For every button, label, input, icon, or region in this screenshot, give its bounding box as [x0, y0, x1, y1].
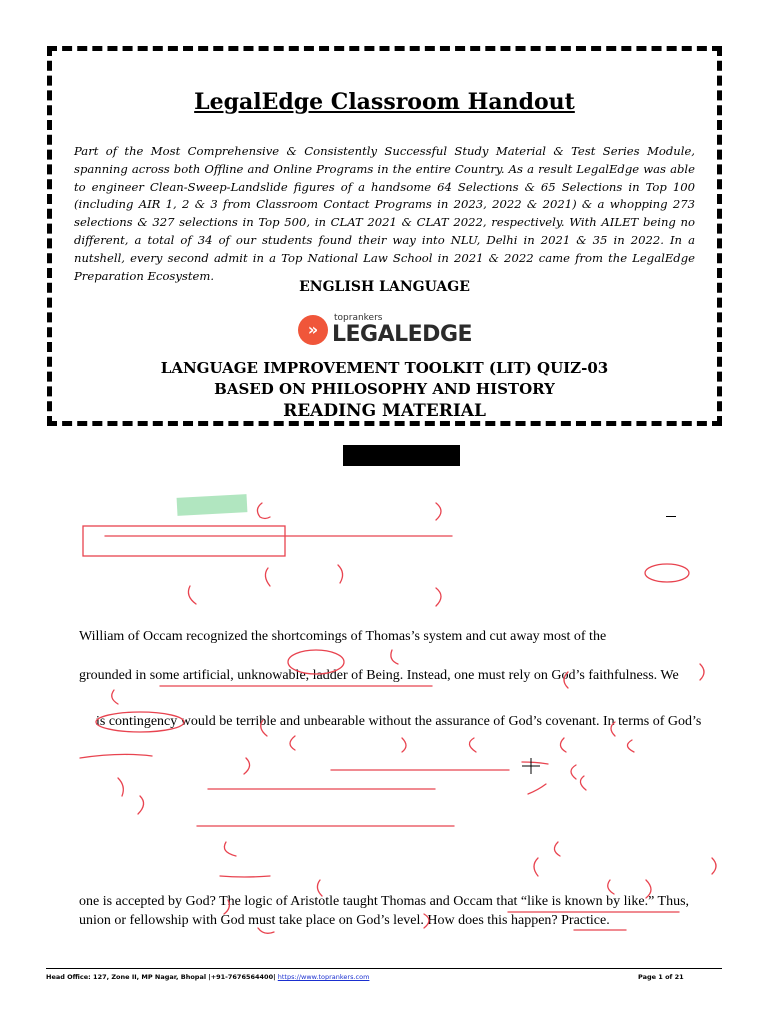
logo-big-text: LEGALEDGE	[332, 322, 473, 347]
subject-heading: ENGLISH LANGUAGE	[299, 279, 470, 295]
page-number: Page 1 of 21	[638, 973, 684, 981]
body-line: union or fellowship with God must take place on God’s level. How does this happen? Practice.	[79, 913, 610, 928]
quiz-title: LANGUAGE IMPROVEMENT TOOLKIT (LIT) QUIZ-03	[160, 359, 609, 377]
body-line: one is accepted by God? The logic of Aristotle taught Thomas and Occam that “like is known by like.” Thus,	[79, 894, 690, 909]
reading-material-heading: READING MATERIAL	[283, 401, 486, 421]
footer-office: Head Office: 127, Zone II, MP Nagar, Bhopal |+91-7676564400|	[46, 973, 278, 981]
logo-small-text: toprankers	[334, 313, 383, 323]
header-box	[47, 46, 722, 426]
highlighter-stroke	[177, 494, 248, 516]
dash-mark	[666, 516, 676, 517]
website-link[interactable]: https://www.toprankers.com	[277, 973, 370, 981]
redaction-bar	[343, 445, 460, 466]
legaledge-logo	[298, 311, 478, 351]
handout-title: LegalEdge Classroom Handout	[194, 89, 575, 115]
chevron-logo-icon: »	[298, 315, 328, 345]
body-line: William of Occam recognized the shortcomings of Thomas’s system and cut away most of the	[79, 629, 607, 644]
footer-address	[46, 973, 369, 981]
intro-paragraph: Part of the Most Comprehensive & Consistently Successful Study Material & Test Series Module, spanning across both Offline and Online Programs in the entire Country. As a result LegalEdge was able to engineer Clean-Sweep-Landslide figures of a handsome 64 Selections & 65 Selections in Top 100 (including AIR 1, 2 & 3 from Classroom Contact Programs in 2023, 2022 & 2021) & a whopping 273 selections & 327 selections in Top 500, in CLAT 2021 & CLAT 2022, respectively. With AILET being no different, a total of 34 of our students found their way into NLU, Delhi in 2021 & 35 in 2022. In a nutshell, every second admit in a Top National Law School in 2021 & 2022 came from the LegalEdge Preparation Ecosystem.	[74, 144, 695, 283]
footer-rule	[46, 968, 722, 969]
body-line: grounded in some artificial, unknowable, ladder of Being. Instead, one must rely on God’s faithfulness. We	[79, 668, 679, 683]
annotation-box	[83, 526, 285, 556]
quiz-subtitle: BASED ON PHILOSOPHY AND HISTORY	[214, 380, 555, 398]
body-line: is contingency would be terrible and unbearable without the assurance of God’s covenant. In terms of God’s	[96, 714, 702, 729]
